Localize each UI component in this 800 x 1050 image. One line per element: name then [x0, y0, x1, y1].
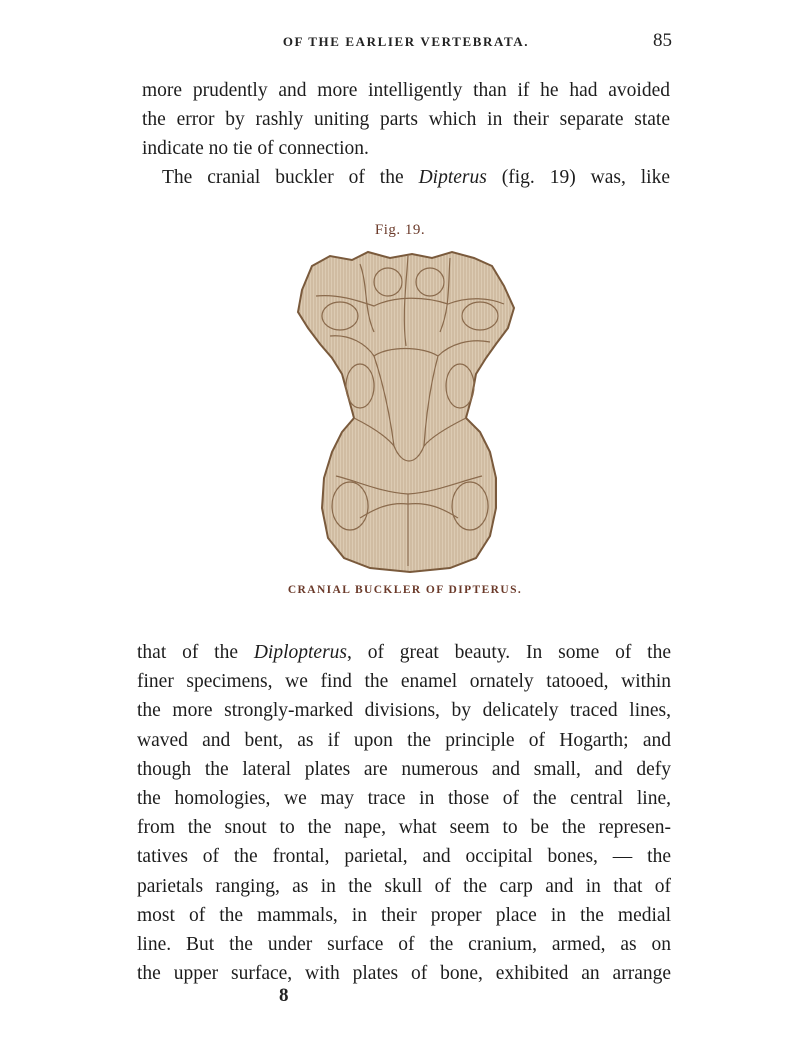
text-line: line. But the under surface of the cranium, armed, as on — [137, 934, 671, 956]
text-run: that of the — [137, 642, 254, 663]
figure-label: Fig. 19. — [374, 222, 426, 238]
figure-caption: CRANIAL BUCKLER OF DIPTERUS. — [287, 584, 523, 596]
text-line: the more strongly-marked divisions, by delicately traced lines, — [137, 700, 671, 722]
text-line: finer specimens, we find the enamel ornately tatooed, within — [137, 671, 671, 693]
signature-mark: 8 — [279, 985, 289, 1006]
text-line: indicate no tie of connection. — [142, 138, 369, 159]
text-line: waved and bent, as if upon the principle of Hogarth; and — [137, 729, 671, 751]
text-run: , of great beauty. In some of the — [347, 642, 671, 663]
figure-cranial-buckler — [290, 246, 530, 576]
paragraph-1 — [142, 76, 670, 163]
text-line — [137, 638, 671, 667]
italic-taxon: Diplopterus — [253, 642, 347, 663]
text-line: from the snout to the nape, what seem to be the represen- — [137, 817, 671, 839]
text-line: the homologies, we may trace in those of the central line, — [137, 788, 671, 810]
paragraph-2 — [142, 163, 670, 192]
running-title: OF THE EARLIER VERTEBRATA. — [282, 34, 530, 49]
text-run: The cranial buckler of the — [162, 167, 419, 188]
page-number: 85 — [653, 30, 672, 51]
text-line: though the lateral plates are numerous and small, and defy — [137, 758, 671, 780]
text-line: the error by rashly uniting parts which in their separate state — [142, 109, 670, 130]
text-line: parietals ranging, as in the skull of the carp and in that of — [137, 875, 671, 897]
running-head — [140, 30, 672, 54]
paragraph-3 — [137, 638, 671, 988]
text-line: tatives of the frontal, parietal, and occipital bones, — the — [137, 846, 671, 868]
italic-taxon: Dipterus — [418, 167, 487, 188]
text-line: more prudently and more intelligently than if he had avoided — [142, 80, 670, 101]
text-line: the upper surface, with plates of bone, exhibited an arrange — [137, 963, 671, 985]
text-line: most of the mammals, in their proper place in the medial — [137, 904, 671, 926]
text-run: (fig. 19) was, like — [486, 167, 670, 188]
text-line — [142, 163, 670, 192]
